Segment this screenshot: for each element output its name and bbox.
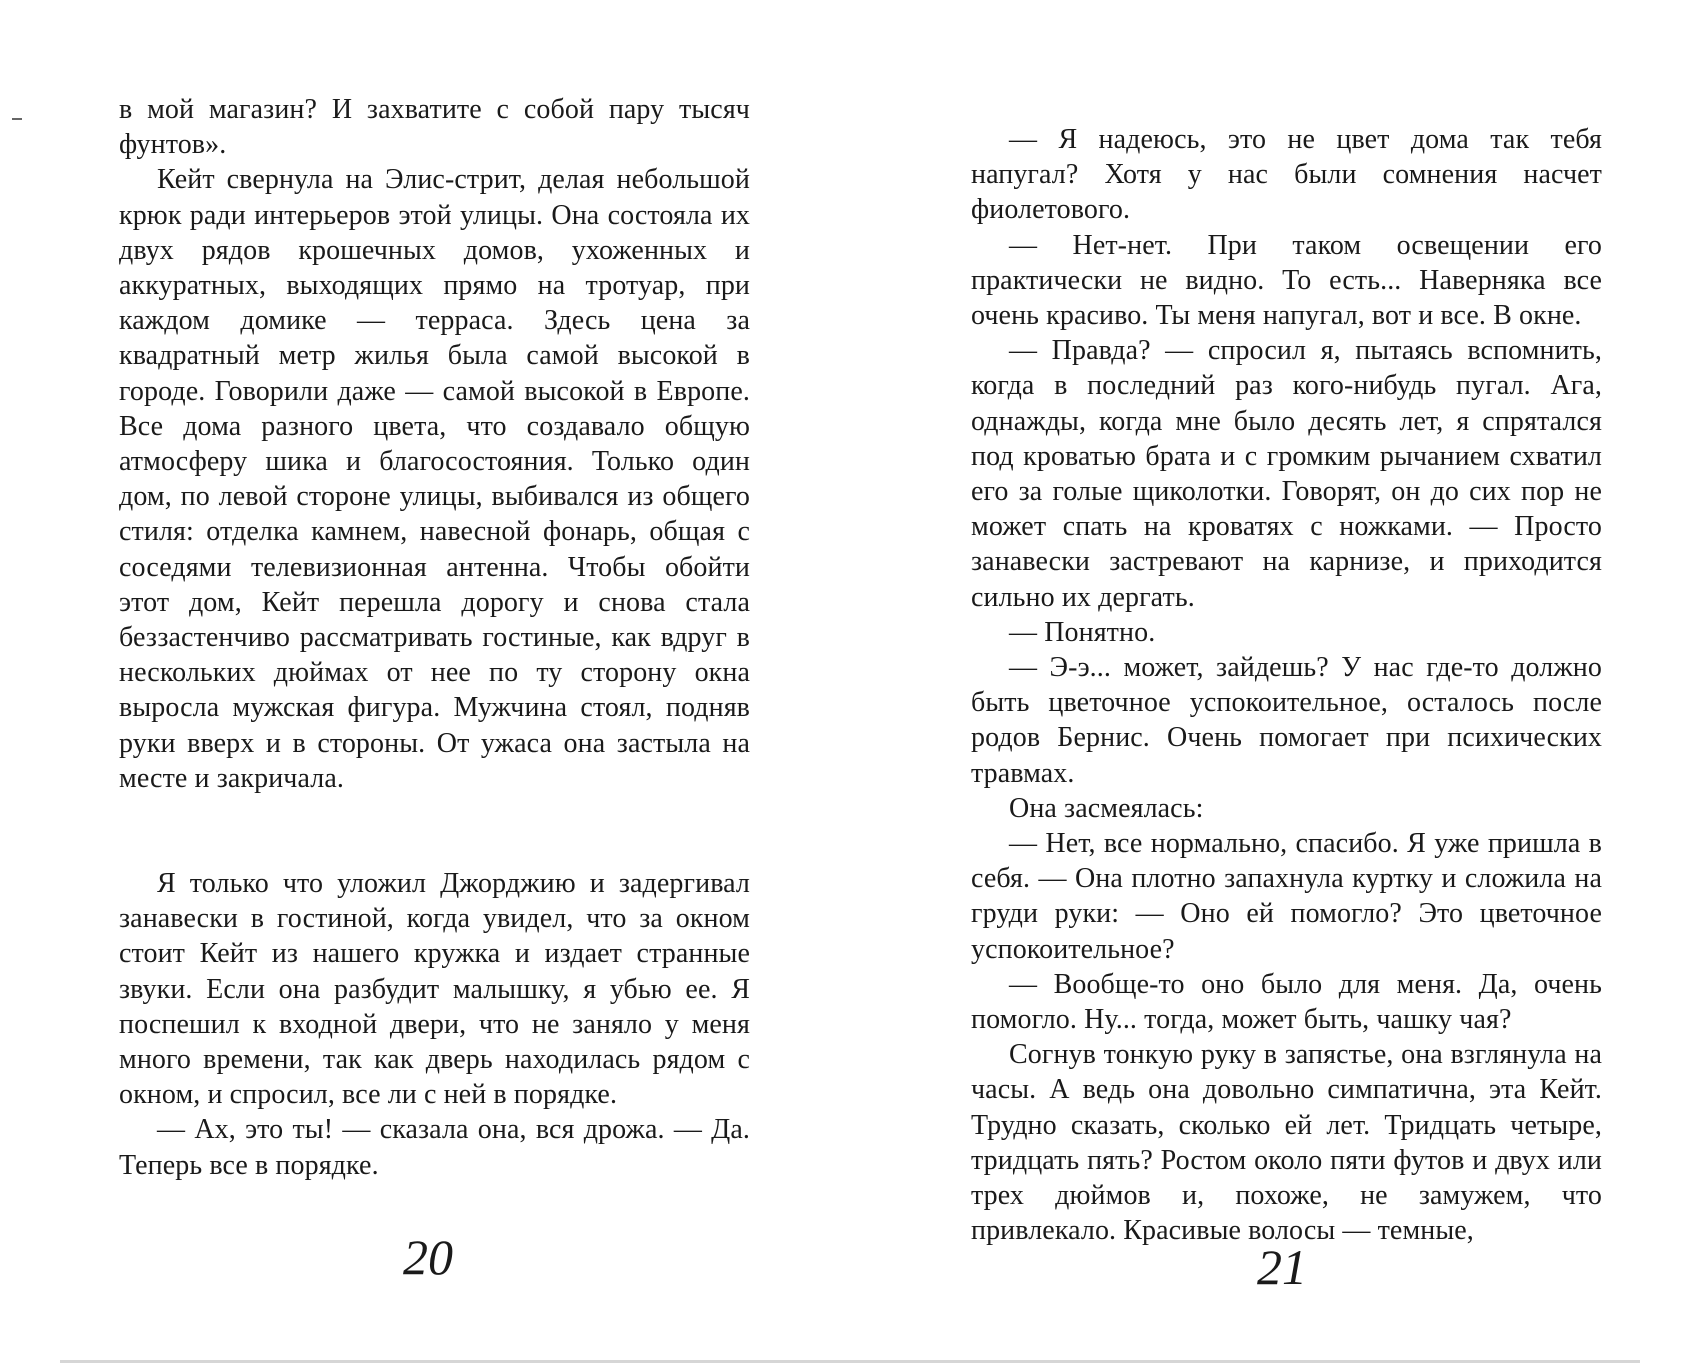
left-page-text bbox=[119, 92, 750, 1183]
section-break bbox=[119, 796, 750, 866]
paragraph: Она засмеялась: bbox=[1009, 792, 1204, 824]
paragraph: — Ах, это ты! — сказала она, вся дрожа. — Да. Теперь все в порядке. bbox=[119, 1114, 750, 1181]
paragraph: — Понятно. bbox=[1009, 616, 1156, 648]
paragraph: — Правда? — спросил я, пытаясь вспомнить, когда в последний раз кого-нибудь пугал. Ага, однажды, когда мне было десять лет, я спрятался под кроватью брата и с громким рычанием схватил его за голые щиколотки. Говорят, он до сих пор не может спать на кроватях с ножками. — Просто занавески застревают на карнизе, и приходится сильно их дергать. bbox=[971, 335, 1602, 613]
page-number: 21 bbox=[1257, 1239, 1307, 1295]
right-page bbox=[852, 0, 1705, 1367]
paragraph: — Я надеюсь, это не цвет дома так тебя напугал? Хотя у нас были сомнения насчет фиолетового. bbox=[971, 124, 1602, 226]
paragraph: Я только что уложил Джорджию и задергивал занавески в гостиной, когда увидел, что за окном стоит Кейт из нашего кружка и издает странные звуки. Если она разбудит малышку, я убью ее. Я поспешил к входной двери, что не заняло у меня много времени, так как дверь находилась рядом с окном, и спросил, все ли с ней в порядке. bbox=[119, 868, 750, 1111]
paragraph: — Нет, все нормально, спасибо. Я уже пришла в себя. — Она плотно запахнула куртку и сложила на груди руки: — Оно ей помогло? Это цветочное успокоительное? bbox=[971, 828, 1602, 965]
paragraph: — Вообще-то оно было для меня. Да, очень помогло. Ну... тогда, может быть, чашку чая? bbox=[971, 968, 1602, 1036]
right-page-text bbox=[971, 122, 1602, 1249]
paragraph: в мой магазин? И захватите с собой пару тысяч фунтов». bbox=[119, 94, 750, 161]
page-number: 20 bbox=[403, 1229, 453, 1285]
paragraph: — Э-э... может, зайдешь? У нас где-то должно быть цветочное успокоительное, осталось после родов Бернис. Очень помогает при психических травмах. bbox=[971, 652, 1602, 789]
paragraph: — Нет-нет. При таком освещении его практически не видно. То есть... Наверняка все очень красиво. Ты меня напугал, вот и все. В окне. bbox=[971, 229, 1602, 332]
paragraph: Кейт свернула на Элис-стрит, делая небольшой крюк ради интерьеров этой улицы. Она состояла их двух рядов крошечных домов, ухоженных и аккуратных, выходящих прямо на тротуар, при каждом домике — терраса. Здесь цена за квадратный метр жилья была самой высокой в городе. Говорили даже — самой высокой в Европе. Все дома разного цвета, что создавало общую атмосферу шика и благосостояния. Только один дом, по левой стороне улицы, выбивался из общего стиля: отделка камнем, навесной фонарь, общая с соседями телевизионная антенна. Чтобы обойти этот дом, Кейт перешла дорогу и снова стала беззастенчиво рассматривать гостиные, как вдруг в нескольких дюймах от нее по ту сторону окна выросла мужская фигура. Мужчина стоял, подняв руки вверх и в стороны. От ужаса она застыла на месте и закричала. bbox=[119, 164, 750, 794]
page-bottom-edge bbox=[60, 1360, 1640, 1363]
paragraph: Согнув тонкую руку в запястье, она взглянула на часы. А ведь она довольно симпатична, эта Кейт. Трудно сказать, сколько ей лет. Тридцать четыре, тридцать пять? Ростом около пяти футов и двух или трех дюймов и, похоже, не замужем, что привлекало. Красивые волосы — темные, bbox=[971, 1039, 1602, 1247]
left-page bbox=[0, 0, 852, 1367]
